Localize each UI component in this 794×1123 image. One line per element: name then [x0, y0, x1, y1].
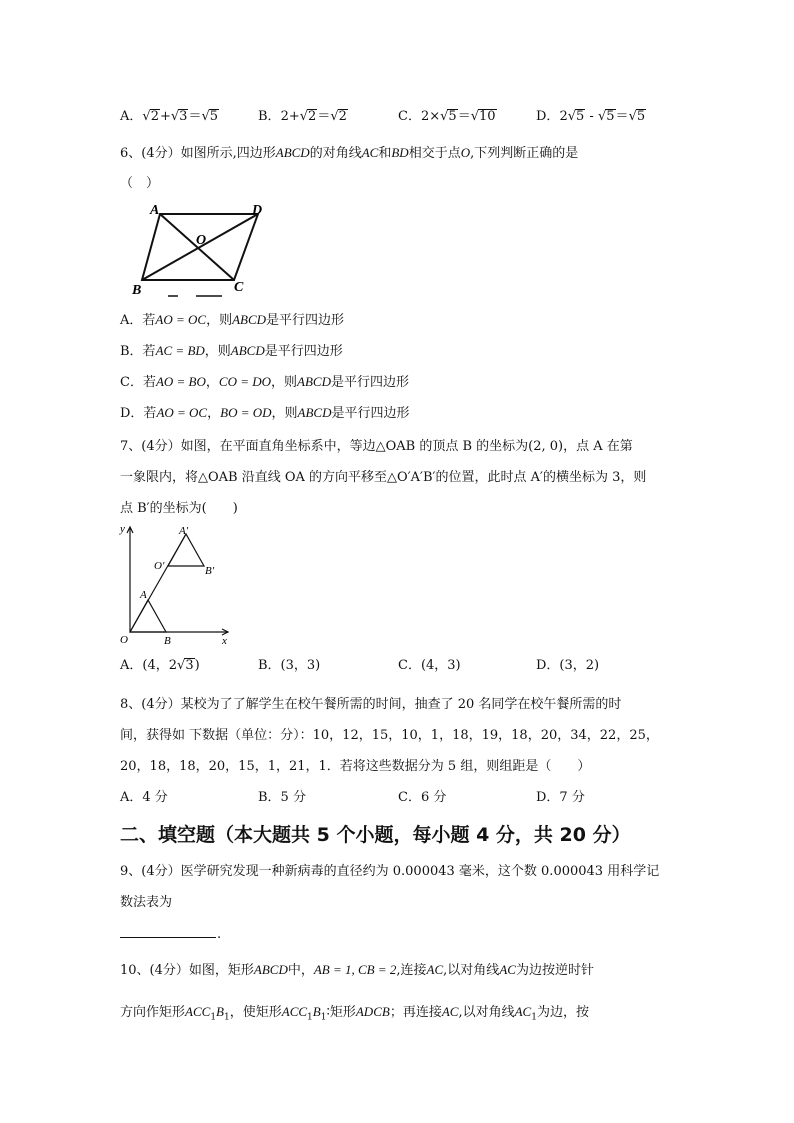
q7-option-b: B．(3，3): [258, 658, 321, 673]
q5-option-b: B．2+√2＝√2: [258, 109, 347, 124]
q6-option-c: C．若AO = BO，CO = DO，则ABCD是平行四边形: [120, 374, 409, 390]
q7-label-o: O: [120, 634, 128, 646]
q7-label-x: x: [222, 635, 227, 646]
q8-stem-line2: 间，获得如 下数据（单位：分）：10，12，15，10，1，18，19，18，20，34，22，25，: [120, 728, 659, 743]
q6-label-a: A: [150, 203, 160, 218]
q7-label-b: B: [164, 635, 171, 646]
q8-option-c: C．6 分: [398, 790, 447, 805]
q7-coordinate-figure: [116, 522, 240, 646]
q8-option-b: B．5 分: [258, 790, 306, 805]
q10-stem-line1: 10、(4分）如图，矩形ABCD中，AB = 1, CB = 2,连接AC,以对角线AC为边按逆时针: [120, 962, 594, 978]
q7-stem-line3: 点 B′的坐标为( ): [120, 501, 238, 516]
q6-parallelogram-figure: [124, 200, 274, 300]
q6-answer-paren: （ ）: [120, 176, 160, 191]
q7-triangle-prime: [168, 534, 204, 566]
q8-stem-line1: 8、(4分）某校为了了解学生在校午餐所需的时间，抽查了 20 名同学在校午餐所需的时: [120, 697, 622, 712]
q9-answer-blank[interactable]: [120, 937, 216, 938]
q6-label-d: D: [252, 203, 263, 218]
q5-option-d: D．2√5 - √5＝√5: [536, 109, 646, 124]
q7-option-c: C．(4，3): [398, 658, 461, 673]
q9-stem-line1: 9、(4分）医学研究发现一种新病毒的直径约为 0.000043 毫米，这个数 0.000043 用科学记: [120, 864, 660, 879]
q8-stem-line3: 20，18，18，20，15，1，21，1．若将这些数据分为 5 组，则组距是（ ）: [120, 759, 591, 774]
q6-option-a: A．若AO = OC，则ABCD是平行四边形: [120, 312, 345, 328]
q6-stem: 6、(4分）如图所示,四边形ABCD的对角线AC和BD相交于点O,下列判断正确的是: [120, 145, 579, 161]
q8-option-d: D．7 分: [536, 790, 585, 805]
q6-option-d: D．若AO = OC，BO = OD，则ABCD是平行四边形: [120, 405, 410, 421]
q5-option-a: A．√2+√3＝√5: [120, 109, 219, 124]
section-heading-fill-blank: 二、填空题（本大题共 5 个小题，每小题 4 分，共 20 分）: [120, 824, 631, 846]
q7-label-a: A: [140, 589, 147, 601]
q6-option-b: B．若AC = BD，则ABCD是平行四边形: [120, 343, 343, 359]
q6-label-o: O: [196, 233, 207, 248]
q8-option-a: A．4 分: [120, 790, 168, 805]
q7-label-a-prime: A′: [179, 525, 189, 537]
q7-option-d: D．(3，2): [536, 658, 600, 673]
q7-stem-line2: 一象限内，将△OAB 沿直线 OA 的方向平移至△O′A′B′的位置，此时点 A′的横坐标为 3，则: [120, 470, 647, 485]
q6-label-b: B: [132, 283, 142, 298]
q10-stem-line2: 方向作矩形$ACC_1B_1$，使矩形$ACC_1B_1∶$矩形ADCB；再连接AC,以对角线$AC_1$为边，按: [120, 1004, 589, 1023]
q5-option-c: C．2×√5＝√10: [398, 109, 496, 124]
q7-triangle-oab: [130, 600, 166, 632]
q9-stem-line2: 数法表为: [120, 895, 173, 910]
q7-label-o-prime: O′: [154, 560, 165, 572]
q7-stem-line1: 7、(4分）如图，在平面直角坐标系中，等边△OAB 的顶点 B 的坐标为(2, 0)，点 A 在第: [120, 439, 633, 454]
q6-label-c: C: [234, 280, 244, 295]
q7-option-a: A．(4，2√3): [120, 658, 200, 673]
q9-blank-period: .: [217, 927, 222, 942]
q7-label-y: y: [120, 523, 125, 535]
q7-label-b-prime: B′: [205, 565, 215, 577]
